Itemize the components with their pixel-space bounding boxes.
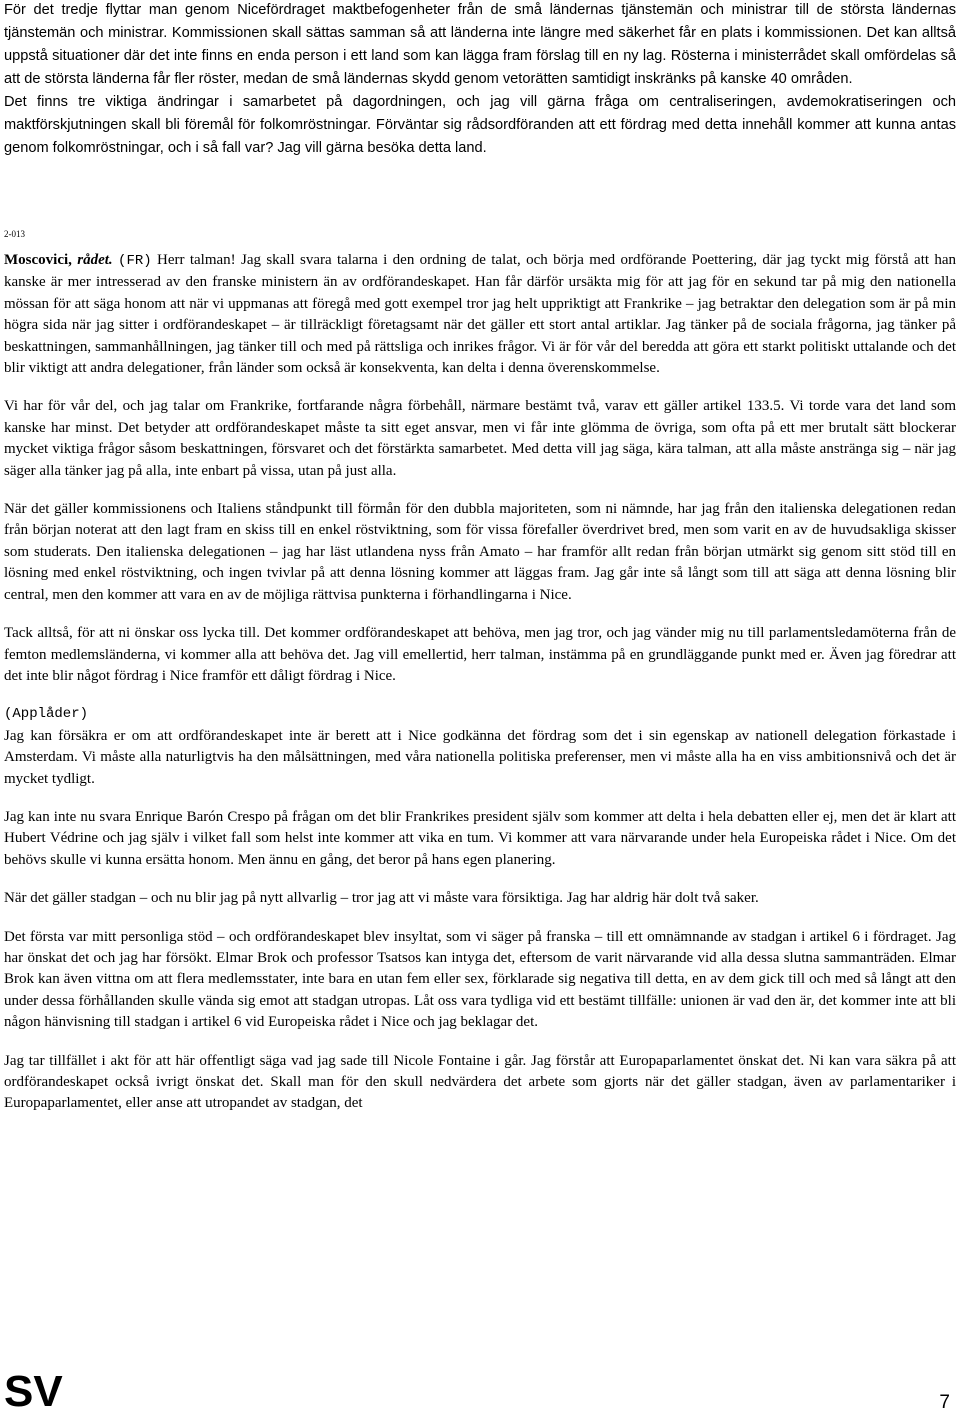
paragraph: När det gäller kommissionens och Italiens ståndpunkt till förmån för den dubbla majoriteten, som ni nämnde, har jag från den italienska delegationen redan från början noterat att den lagt fram en skiss till en enkel röstviktning, som för vissa förefaller överdrivet bred, men som varit en av de huvudsakliga skisser som studerats. Den italienska delegationen – jag har läst utlandena nyss från Amato – har framför allt redan från början utmärkt sig genom sitt stöd till en lösning med enkel röstviktning, och ingen tvivlar på att denna lösning kommer att läggas fram. Jag går inte så långt som till att säga att denna lösning blir central, men den kommer att vara en av de möjliga rättvisa punkterna i förhandlingarna i Nice. <box>4 501 956 603</box>
speech-section <box>4 228 956 1115</box>
paragraph: Jag kan försäkra er om att ordförandeskapet inte är berett att i Nice godkänna det fördrag som det i sin egenskap av nationell delegation förkastade i Amsterdam. Vi måste alla naturligtvis ha den målsättningen, med våra nationella politiska preferenser, men vi måste alla ha en viss ambitionsnivå och det är mycket tydligt. <box>4 727 956 787</box>
paragraph: När det gäller stadgan – och nu blir jag på nytt allvarlig – tror jag att vi måste vara försiktiga. Jag har aldrig här dolt två saker. <box>4 890 759 907</box>
paragraph: Jag kan inte nu svara Enrique Barón Crespo på frågan om det blir Frankrikes president själv som kommer att delta i hela debatten eller ej, men det är klart att Hubert Védrine och jag själv i vilket fall som helst inte kommer att vika en tum. Vi kommer att vara närvarande under hela Europeiska rådet i Nice. Om det behövs skulle vi kunna ersätta honom. Men ännu en gång, det beror på hans egen planering. <box>4 808 956 868</box>
paragraph: Tack alltså, för att ni önskar oss lycka till. Det kommer ordförandeskapet att behöva, men jag tror, och jag vänder mig nu till parlamentsledamöterna från de femton medlemsländerna, vi kommer alla att behöva det. Jag vill emellertid, herr talman, instämma på en grundläggande punkt med er. Även jag föredrar att det inte blir något fördrag i Nice framför ett dåligt fördrag i Nice. <box>4 625 956 684</box>
previous-speech-continuation <box>4 0 956 160</box>
speech-opening-paragraph <box>4 250 956 379</box>
paragraph-text: Herr talman! Jag skall svara talarna i den ordning de talat, och börja med ordförande Poettering, där jag tyckt mig förstå att han kanske är mer intresserad av den franske ministern än av ordförandeskapet. Han får därför ursäkta mig för att jag för en sekund tar på mig den nationella mössan för att säga honom att när vi uppmanas att föregå med gott exempel tror jag helt uppriktigt att Frankrike – jag betraktar den delegation som är på min högra sida när jag sitter i ordförandeskapet – är tillräckligt företagsamt när det gäller ett stort antal artiklar. Jag tänker på de sociala frågorna, jag tänker på beskattningen, sammanhållningen, jag tänker till och med på rättsliga och inrikes frågor. Vi är för vår del beredda att göra ett starkt politiskt uttalande och det blir viktigt att andra delegationer, från länder som också är konsekventa, kan delta i denna överenskommelse. <box>4 252 957 377</box>
paragraph: Vi har för vår del, och jag talar om Frankrike, fortfarande några förbehåll, närmare bestämt två, varav ett gäller artikel 133.5. Vi torde vara det land som kanske har minst. Det betyder att ordförandeskapet måste ta sitt eget ansvar, men vi får inte glömma de övriga, som ofta på ett mer brutalt sätt blockerar mycket viktiga frågor såsom beskattningen, försvaret och det förstärkta samarbetet. Med detta vill jag säga, kära talman, att alla måste anstränga sig – när jag säger alla tänker jag på alla, inte enbart på vissa, utan på just alla. <box>4 398 956 479</box>
section-reference: 2-013 <box>4 229 25 239</box>
paragraph: Jag tar tillfället i akt för att här offentligt säga vad jag sade till Nicole Fontaine i går. Jag förstår att Europaparlamentet önskat det. Ni kan vara säkra på att ordförandeskapet också ivrigt önskat det. Skall man för den skull nedvärdera det arbete som gjorts när det gäller stadgan, även av parlamentariker i Europaparlamentet, eller anse att utropandet av stadgan, det <box>4 1052 956 1112</box>
paragraph: Det finns tre viktiga ändringar i samarbetet på dagordningen, och jag vill gärna fråga om centraliseringen, avdemokratiseringen och maktförskjutningen skall bli föremål för folkomröstningar. Förväntar sig rådsordföranden att ett fördrag med detta innehåll kommer att kunna antas genom folkomröstningar, och i så fall var? Jag vill gärna besöka detta land. <box>4 94 956 156</box>
paragraph: För det tredje flyttar man genom Nicefördraget maktbefogenheter från de små ländernas tjänstemän och ministrar till de största ländernas tjänstemän och ministrar. Kommissionen skall sättas samman så att länderna inte längre med säkerhet får en plats i kommissionen. Det kan alltså uppstå situationer där det inte finns en enda person i ett land som kan lägga fram förslag till en ny lag. Rösterna i ministerrådet skall omfördelas så att de största länderna får fler röster, medan de små ländernas skydd genom vetorätten samtidigt inskränks på kanske 40 områden. <box>4 2 956 87</box>
language-tag: (FR) <box>118 253 152 269</box>
speaker-name: Moscovici, <box>4 252 72 268</box>
paragraph: Det första var mitt personliga stöd – och ordförandeskapet blev insyltat, som vi säger på franska – till ett omnämnande av stadgan i artikel 6 i fördraget. Jag har önskat det och jag har försökt. Elmar Brok och professor Tsatsos kan intyga det, eftersom de varit närvarande vid alla dessa slutna sammanträden. Elmar Brok kan även vittna om att flera medlemsstater, inte bara en utan fem eller sex, förklarade sig negativa till detta, en av dem gick till och med så långt att den under dessa förhållanden skulle vända sig emot att stadgan utropas. Låt oss vara tydliga vid ett bestämt tillfälle: unionen är vad den är, det kommer inte att bli någon hänvisning till stadgan i artikel 6 vid Europeiska rådet i Nice och jag beklagar det. <box>4 928 956 1031</box>
speaker-role: rådet. <box>77 252 113 268</box>
applause-note: (Applåder) <box>4 706 89 723</box>
language-code: SV <box>4 1367 63 1416</box>
page-number: 7 <box>939 1392 950 1413</box>
